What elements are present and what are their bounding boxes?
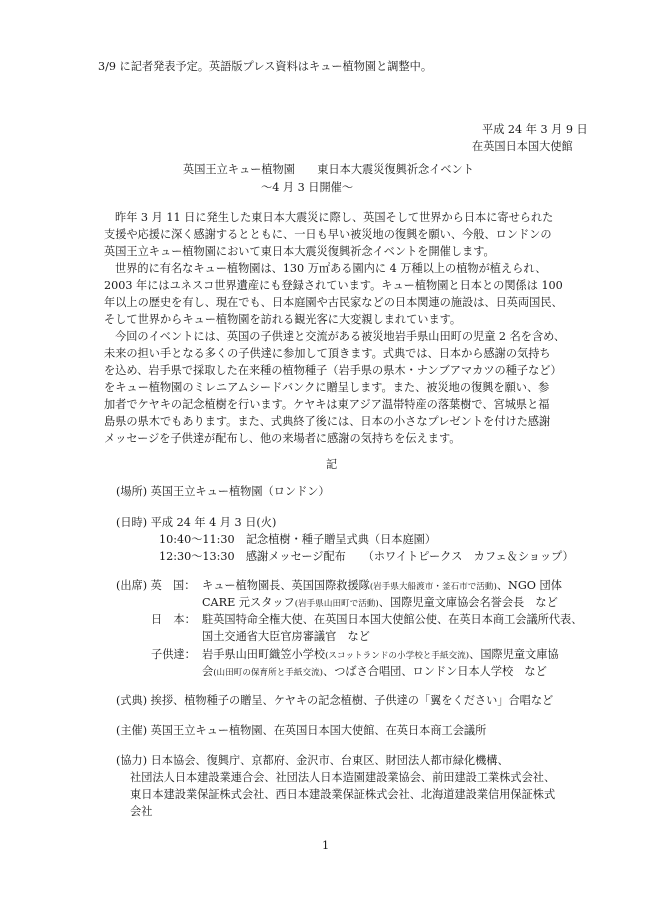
ceremony-line: (式典) 挨拶、植物種子の贈呈、ケヤキの記念植樹、子供達の「翼をください」合唱など: [116, 694, 554, 707]
attend-uk-line-2: CARE 元スタッフ(岩手県山田町で活動)、国際児童文庫協会名誉会長 など: [202, 596, 558, 609]
support-line: 社団法人日本建設業連合会、社団法人日本造園建設業協会、前田建設工業株式会社、: [130, 771, 556, 784]
place-line: (場所) 英国王立キュー植物園（ロンドン）: [116, 485, 330, 498]
body-line: 年以上の歴史を有し、現在でも、日本庭園や古民家などの日本関連の施設は、日英両国民、: [104, 296, 563, 309]
body-line: 未来の担い手となる多くの子供達に参加して頂きます。式典では、日本から感謝の気持ち: [104, 347, 551, 360]
body-line: メッセージを子供達が配布し、他の来場者に感謝の気持ちを伝えます。: [104, 432, 461, 445]
body-line: 昨年 3 月 11 日に発生した東日本大震災に際し、英国そして世界から日本に寄せられた: [115, 211, 554, 224]
body-line: を込め、岩手県で採取した在来種の植物種子（岩手県の県木・ナンブアマカツの種子など）: [104, 364, 562, 377]
support-line: (協力) 日本協会、復興庁、京都府、金沢市、台東区、財団法人都市緑化機構、: [116, 754, 509, 767]
schedule-item: 10:40～11:30 記念植樹・種子贈呈式典（日本庭園）: [159, 533, 437, 546]
issuer: 在英国日本国大使館: [472, 140, 573, 153]
attend-kids-label: 子供達：: [151, 648, 196, 661]
header-note: 3/9 に記者発表予定。英語版プレス資料はキュー植物園と調整中。: [98, 60, 433, 73]
body-line: 島県の県木でもあります。また、式典終了後には、日本の小さなプレゼントを付けた感謝: [104, 415, 551, 428]
body-line: 今回のイベントには、英国の子供達と交流がある被災地岩手県山田町の児童 2 名を含め、: [115, 330, 566, 343]
body-line: 2003 年にはユネスコ世界遺産にも登録されています。キュー植物園と日本との関係は 100: [104, 279, 563, 292]
document-date: 平成 24 年 3 月 9 日: [482, 123, 588, 136]
body-line: そして世界からキュー植物園を訪れる観光客に大変親しまれています。: [104, 313, 462, 326]
attend-kids-line-2: 会(山田町の保育所と手紙交流)、つばさ合唱団、ロンドン日本人学校 など: [202, 665, 547, 678]
schedule-item: 12:30～13:30 感謝メッセージ配布 （ホワイトピークス カフェ＆ショップ）: [159, 550, 574, 563]
datetime-line: (日時) 平成 24 年 4 月 3 日(火): [116, 516, 277, 529]
body-line: 支援や応援に深く感謝するとともに、一日も早い被災地の復興を願い、今般、ロンドンの: [104, 228, 552, 241]
attend-kids-line-1: 岩手県山田町織笠小学校(スコットランドの小学校と手紙交流)、国際児童文庫協: [202, 648, 559, 661]
attend-jp-label: 日 本：: [151, 613, 196, 626]
body-line: をキュー植物園のミレニアムシードバンクに贈呈します。また、被災地の復興を願い、参: [104, 381, 550, 394]
document-title: 英国王立キュー植物園 東日本大震災復興祈念イベント: [183, 163, 474, 176]
attend-uk-line-1: キュー植物園長、英国国際救援隊(岩手県大船渡市・釜石市で活動)、NGO 団体: [202, 579, 562, 592]
attend-uk-label: (出席) 英 国：: [116, 579, 196, 592]
ki-mark: 記: [326, 458, 338, 471]
body-line: 世界的に有名なキュー植物園は、130 万㎡ある園内に 4 万種以上の植物が植えられ、: [115, 262, 547, 275]
attend-jp-line-1: 駐英国特命全権大使、在英国日本国大使館公使、在英日本商工会議所代表、: [202, 613, 583, 626]
support-line: 東日本建設業保証株式会社、西日本建設業保証株式会社、北海道建設業信用保証株式: [130, 788, 556, 801]
page-number: 1: [322, 839, 330, 852]
support-line: 会社: [130, 805, 153, 818]
body-line: 加者でケヤキの記念植樹を行います。ケヤキは東アジア温帯特産の落葉樹で、宮城県と福: [104, 398, 550, 411]
host-line: (主催) 英国王立キュー植物園、在英国日本国大使館、在英日本商工会議所: [116, 724, 487, 737]
attend-jp-line-2: 国土交通省大臣官房審議官 など: [202, 630, 370, 643]
body-line: 英国王立キュー植物園において東日本大震災復興祈念イベントを開催します。: [104, 245, 495, 258]
document-subtitle: ～4 月 3 日開催～: [261, 181, 354, 194]
